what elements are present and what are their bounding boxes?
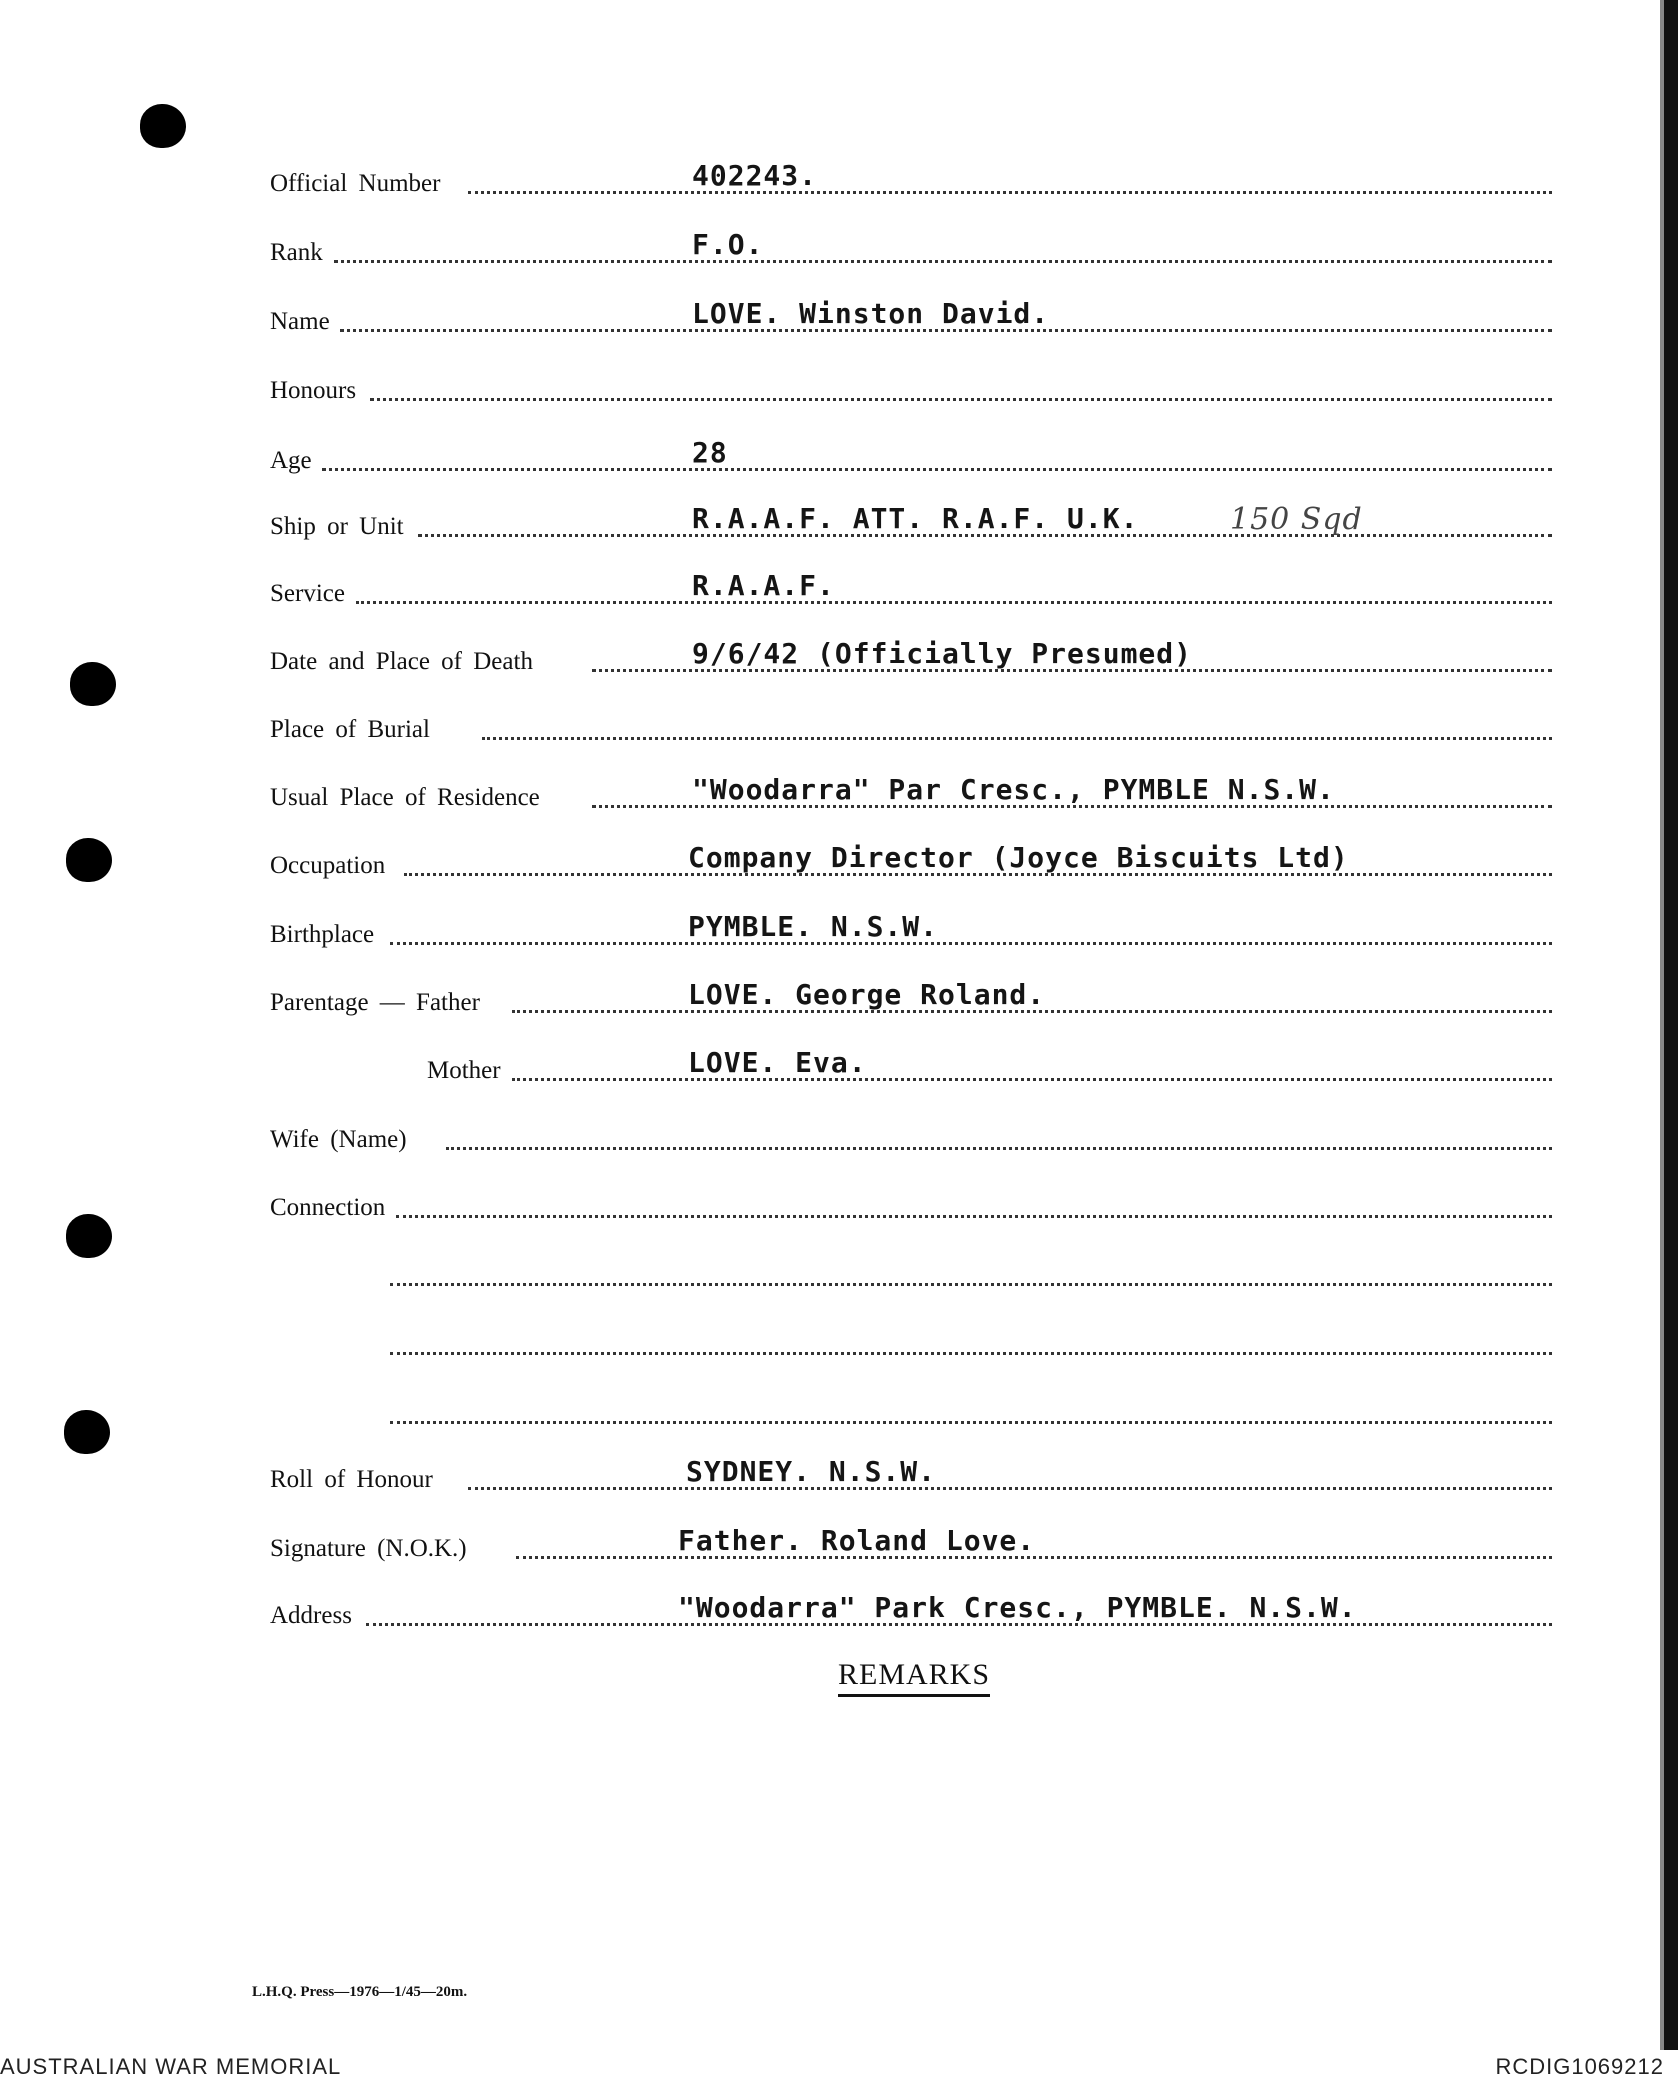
roll-of-honour-value: SYDNEY. N.S.W. [686, 1455, 937, 1488]
date-place-death-value: 9/6/42 (Officially Presumed) [692, 637, 1193, 670]
dotted-line [512, 1078, 1552, 1081]
row-rank [270, 229, 1552, 269]
row-ship-or-unit [270, 503, 1552, 543]
row-name [270, 298, 1552, 338]
row-honours [270, 367, 1552, 407]
dotted-line [370, 398, 1552, 401]
father-value: LOVE. George Roland. [688, 978, 1046, 1011]
date-place-death-label: Date and Place of Death [270, 648, 533, 675]
dotted-line [446, 1147, 1552, 1150]
residence-label: Usual Place of Residence [270, 784, 540, 811]
press-mark: L.H.Q. Press—1976—1/45—20m. [252, 1984, 468, 2000]
honours-label: Honours [270, 377, 357, 404]
birthplace-label: Birthplace [270, 921, 375, 948]
dotted-line [482, 737, 1552, 740]
name-label: Name [270, 308, 330, 335]
age-label: Age [270, 447, 312, 474]
address-value: "Woodarra" Park Cresc., PYMBLE. N.S.W. [678, 1591, 1357, 1624]
row-official-number [270, 160, 1552, 200]
row-address [270, 1592, 1552, 1632]
service-label: Service [270, 580, 345, 607]
signature-value: Father. Roland Love. [678, 1524, 1036, 1557]
row-residence [270, 774, 1552, 814]
occupation-label: Occupation [270, 852, 386, 879]
row-connection-cont [270, 1321, 1552, 1361]
row-connection [270, 1184, 1552, 1224]
dotted-line [356, 601, 1552, 604]
row-occupation [270, 842, 1552, 882]
row-mother [270, 1047, 1552, 1087]
address-label: Address [270, 1602, 352, 1629]
ship-or-unit-value: R.A.A.F. ATT. R.A.F. U.K. [692, 502, 1139, 535]
footer-institution: AUSTRALIAN WAR MEMORIAL [0, 2054, 342, 2079]
row-wife [270, 1116, 1552, 1156]
rank-label: Rank [270, 239, 323, 266]
punch-hole [66, 838, 112, 882]
ship-or-unit-label: Ship or Unit [270, 513, 404, 540]
roll-of-honour-label: Roll of Honour [270, 1466, 433, 1493]
row-connection-cont [270, 1390, 1552, 1430]
row-roll-of-honour [270, 1456, 1552, 1496]
punch-hole [66, 1214, 112, 1258]
dotted-line [390, 1283, 1552, 1286]
dotted-line [390, 942, 1552, 945]
father-label: Parentage — Father [270, 989, 480, 1016]
remarks-heading: REMARKS [838, 1658, 990, 1697]
row-signature [270, 1525, 1552, 1565]
residence-value: "Woodarra" Par Cresc., PYMBLE N.S.W. [692, 773, 1335, 806]
official-number-label: Official Number [270, 170, 441, 197]
occupation-value: Company Director (Joyce Biscuits Ltd) [688, 841, 1349, 874]
dotted-line [468, 191, 1552, 194]
page-edge [1664, 0, 1678, 2050]
row-date-place-death [270, 638, 1552, 678]
signature-label: Signature (N.O.K.) [270, 1535, 467, 1562]
dotted-line [390, 1352, 1552, 1355]
footer-identifier: RCDIG1069212 [1495, 2054, 1664, 2079]
birthplace-value: PYMBLE. N.S.W. [688, 910, 939, 943]
row-place-burial [270, 706, 1552, 746]
row-age [270, 437, 1552, 477]
row-birthplace [270, 911, 1552, 951]
connection-label: Connection [270, 1194, 386, 1221]
age-value: 28 [692, 436, 728, 469]
ship-or-unit-handwritten: 150 Sqd [1230, 502, 1363, 537]
official-number-value: 402243. [692, 159, 818, 192]
punch-hole [70, 662, 116, 706]
place-burial-label: Place of Burial [270, 716, 430, 743]
row-connection-cont [270, 1252, 1552, 1292]
punch-hole [140, 104, 186, 148]
name-value: LOVE. Winston David. [692, 297, 1050, 330]
rank-value: F.O. [692, 228, 764, 261]
wife-label: Wife (Name) [270, 1126, 407, 1153]
row-service [270, 570, 1552, 610]
punch-hole [64, 1410, 110, 1454]
row-father [270, 979, 1552, 1019]
dotted-line [322, 468, 1552, 471]
dotted-line [334, 260, 1552, 263]
dotted-line [468, 1487, 1552, 1490]
dotted-line [396, 1215, 1552, 1218]
mother-value: LOVE. Eva. [688, 1046, 867, 1079]
mother-label: Mother [427, 1057, 501, 1084]
dotted-line [390, 1421, 1552, 1424]
service-value: R.A.A.F. [692, 569, 835, 602]
